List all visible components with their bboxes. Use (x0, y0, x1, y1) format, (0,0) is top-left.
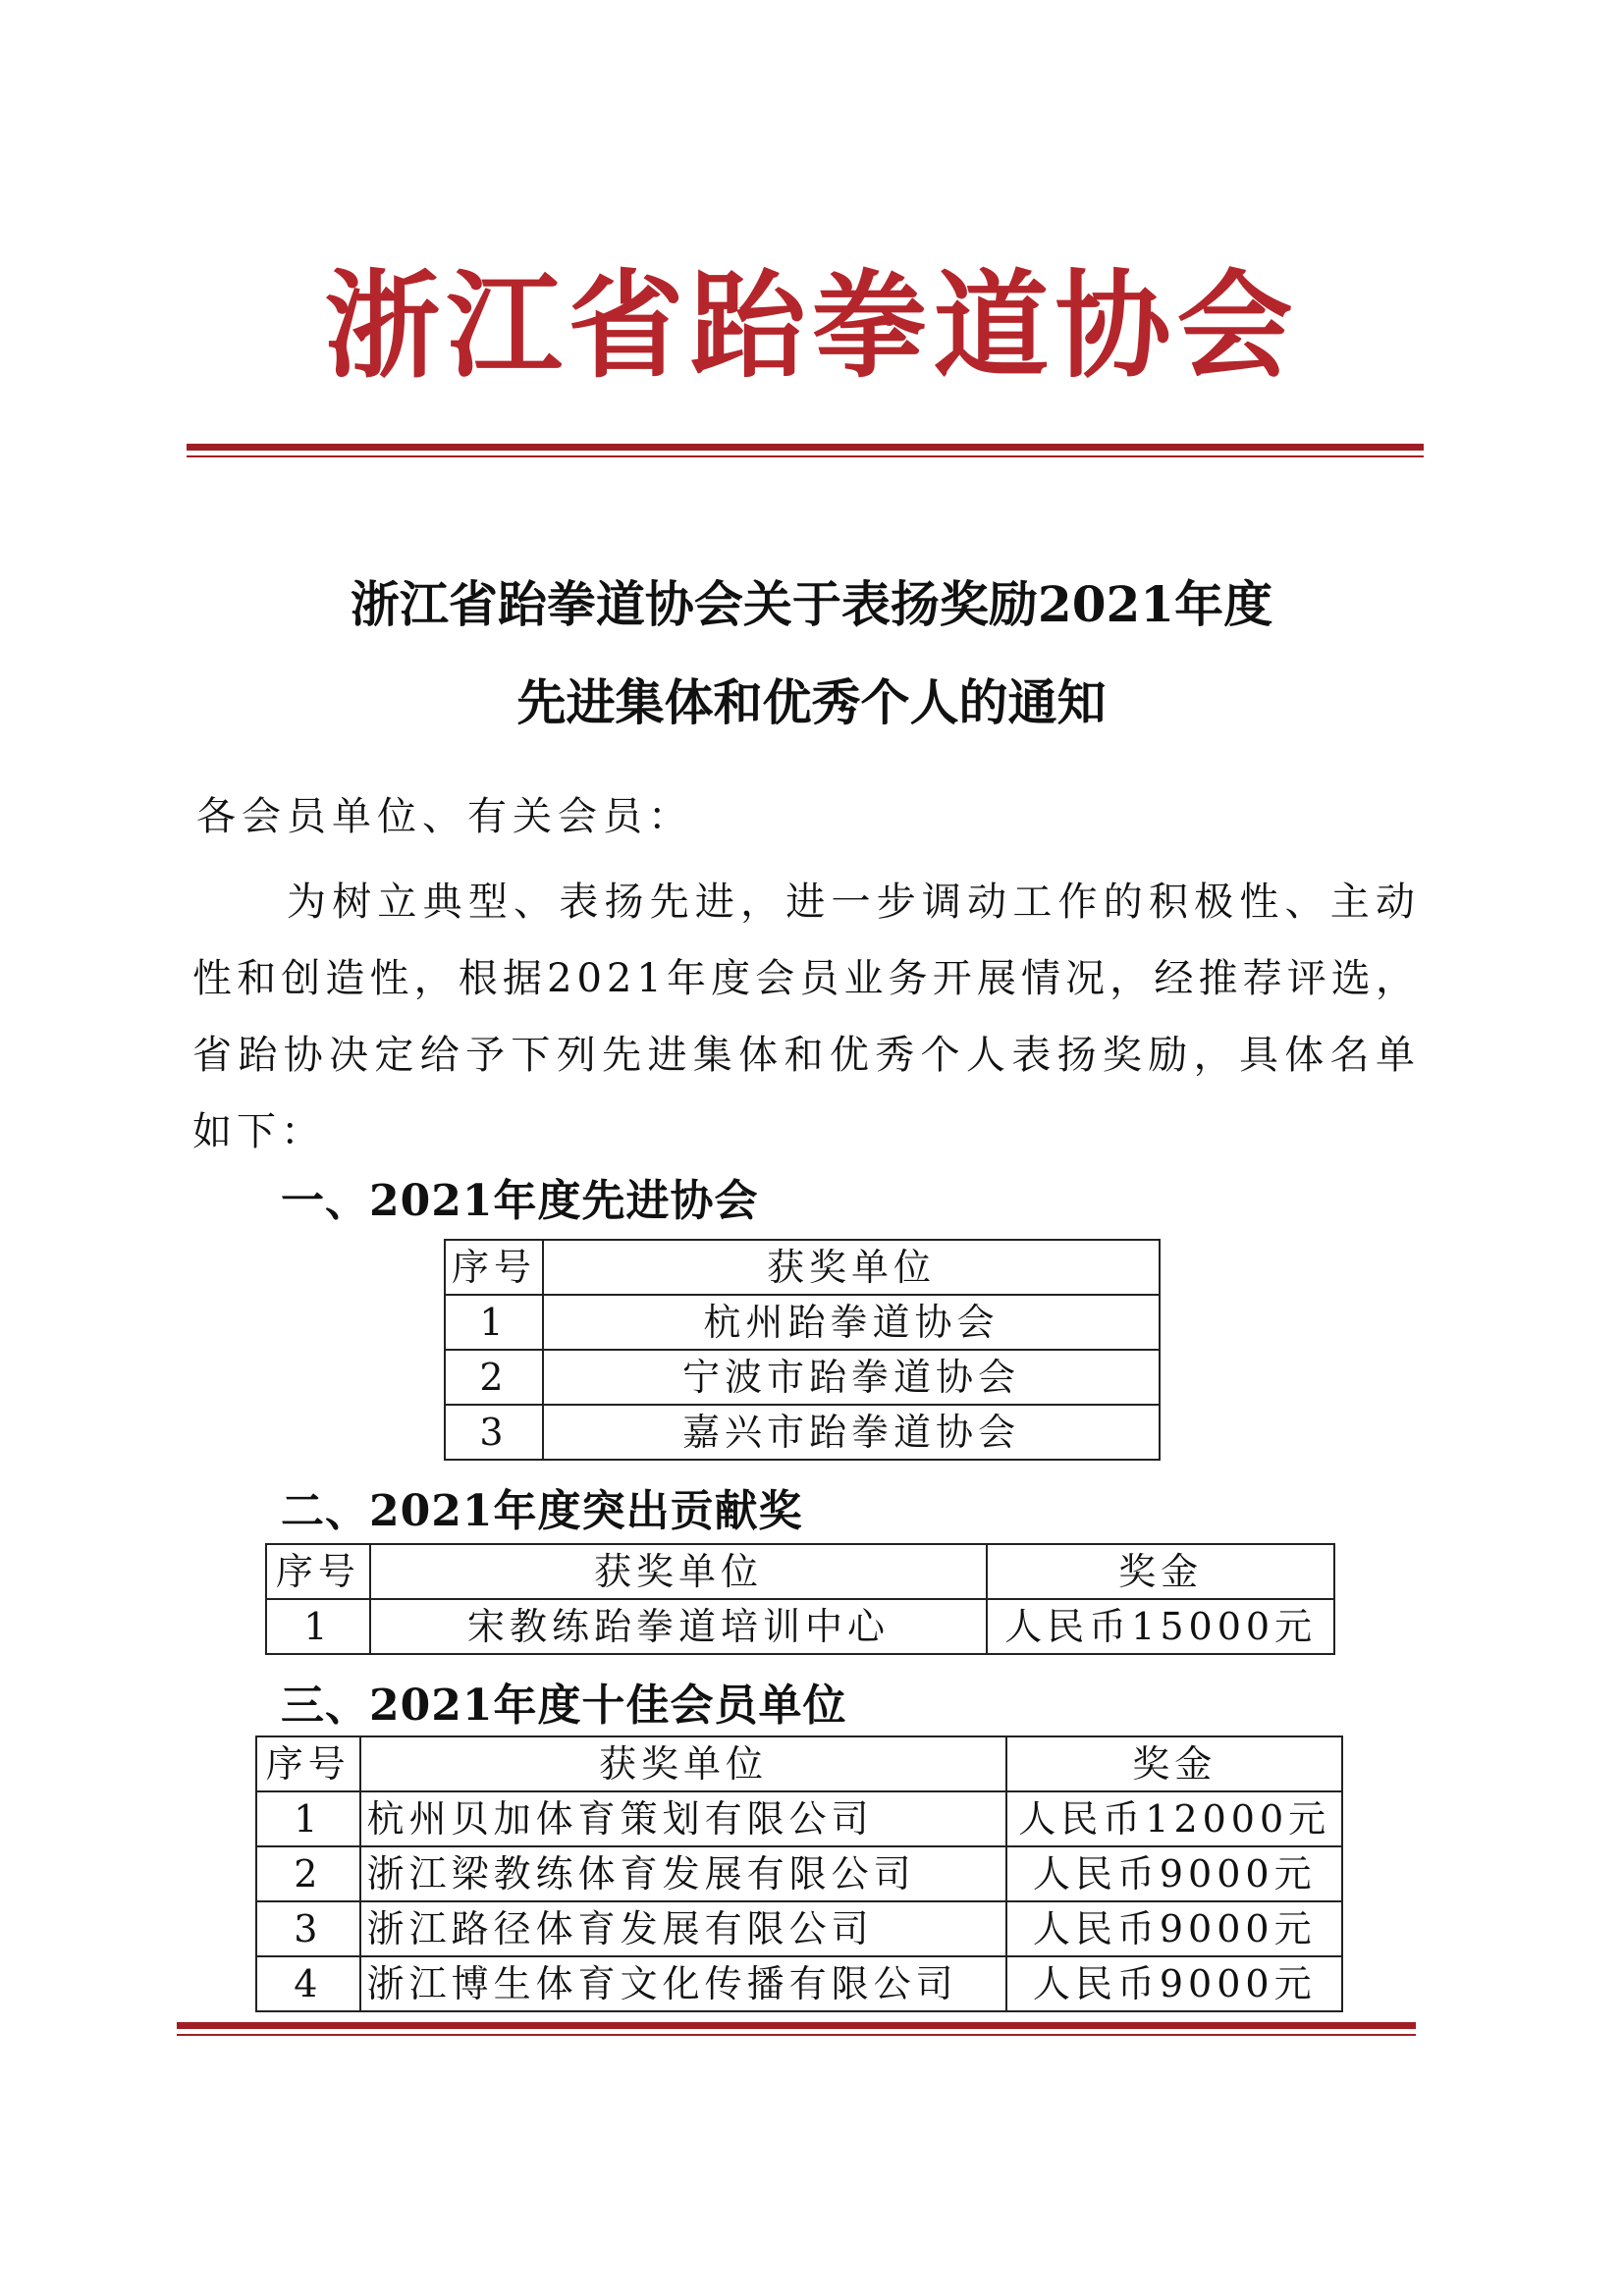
row-unit: 杭州跆拳道协会 (543, 1295, 1160, 1350)
document-title-line-2: 先进集体和优秀个人的通知 (516, 673, 1107, 731)
row-prize: 人民币15000元 (987, 1599, 1334, 1654)
section-heading-outstanding-contribution: 二、2021年度突出贡献奖 (281, 1486, 803, 1536)
table-header-row (266, 1544, 1334, 1599)
header-prize: 奖金 (1006, 1736, 1342, 1791)
row-index: 3 (256, 1901, 360, 1956)
table-header-row (256, 1736, 1342, 1791)
row-prize: 人民币9000元 (1006, 1956, 1342, 2011)
footer-divider (177, 2022, 1416, 2036)
table-row (266, 1599, 1334, 1654)
row-unit: 宋教练跆拳道培训中心 (370, 1599, 987, 1654)
row-prize: 人民币9000元 (1006, 1846, 1342, 1901)
salutation: 各会员单位、有关会员： (196, 794, 693, 839)
table-row (445, 1405, 1160, 1460)
row-unit: 浙江路径体育发展有限公司 (360, 1901, 1007, 1956)
row-unit: 宁波市跆拳道协会 (543, 1350, 1160, 1405)
row-index: 1 (266, 1599, 370, 1654)
document-title-line-1: 浙江省跆拳道协会关于表扬奖励2021年度 (350, 575, 1273, 633)
body-paragraph: 为树立典型、表扬先进，进一步调动工作的积极性、主动性和创造性，根据2021年度会员业务开展情况，经推荐评选，省跆协决定给予下列先进集体和优秀个人表扬奖励，具体名单如下： (192, 880, 1420, 1154)
top-ten-members-table (255, 1735, 1343, 2012)
section-heading-top-ten-members: 三、2021年度十佳会员单位 (281, 1681, 847, 1731)
advanced-associations-table (444, 1239, 1161, 1461)
header-index: 序号 (256, 1736, 360, 1791)
outstanding-contribution-table (265, 1543, 1335, 1655)
header-index: 序号 (266, 1544, 370, 1599)
row-index: 2 (445, 1350, 543, 1405)
table-row (256, 1956, 1342, 2011)
header-index: 序号 (445, 1240, 543, 1295)
letterhead-org-name: 浙江省跆拳道协会 (324, 257, 1299, 394)
row-index: 1 (256, 1791, 360, 1846)
row-prize: 人民币12000元 (1006, 1791, 1342, 1846)
header-unit: 获奖单位 (360, 1736, 1007, 1791)
row-index: 2 (256, 1846, 360, 1901)
row-index: 3 (445, 1405, 543, 1460)
document-title (0, 556, 1623, 752)
table-row (445, 1350, 1160, 1405)
section-heading-advanced-associations: 一、2021年度先进协会 (281, 1176, 759, 1226)
row-unit: 浙江博生体育文化传播有限公司 (360, 1956, 1007, 2011)
header-prize: 奖金 (987, 1544, 1334, 1599)
table-header-row (445, 1240, 1160, 1295)
row-unit: 浙江梁教练体育发展有限公司 (360, 1846, 1007, 1901)
table-row (256, 1901, 1342, 1956)
letterhead-divider (187, 444, 1424, 457)
table-row (445, 1295, 1160, 1350)
table-row (256, 1846, 1342, 1901)
header-unit: 获奖单位 (543, 1240, 1160, 1295)
row-index: 4 (256, 1956, 360, 2011)
row-unit: 杭州贝加体育策划有限公司 (360, 1791, 1007, 1846)
row-unit: 嘉兴市跆拳道协会 (543, 1405, 1160, 1460)
row-index: 1 (445, 1295, 543, 1350)
table-row (256, 1791, 1342, 1846)
header-unit: 获奖单位 (370, 1544, 987, 1599)
row-prize: 人民币9000元 (1006, 1901, 1342, 1956)
